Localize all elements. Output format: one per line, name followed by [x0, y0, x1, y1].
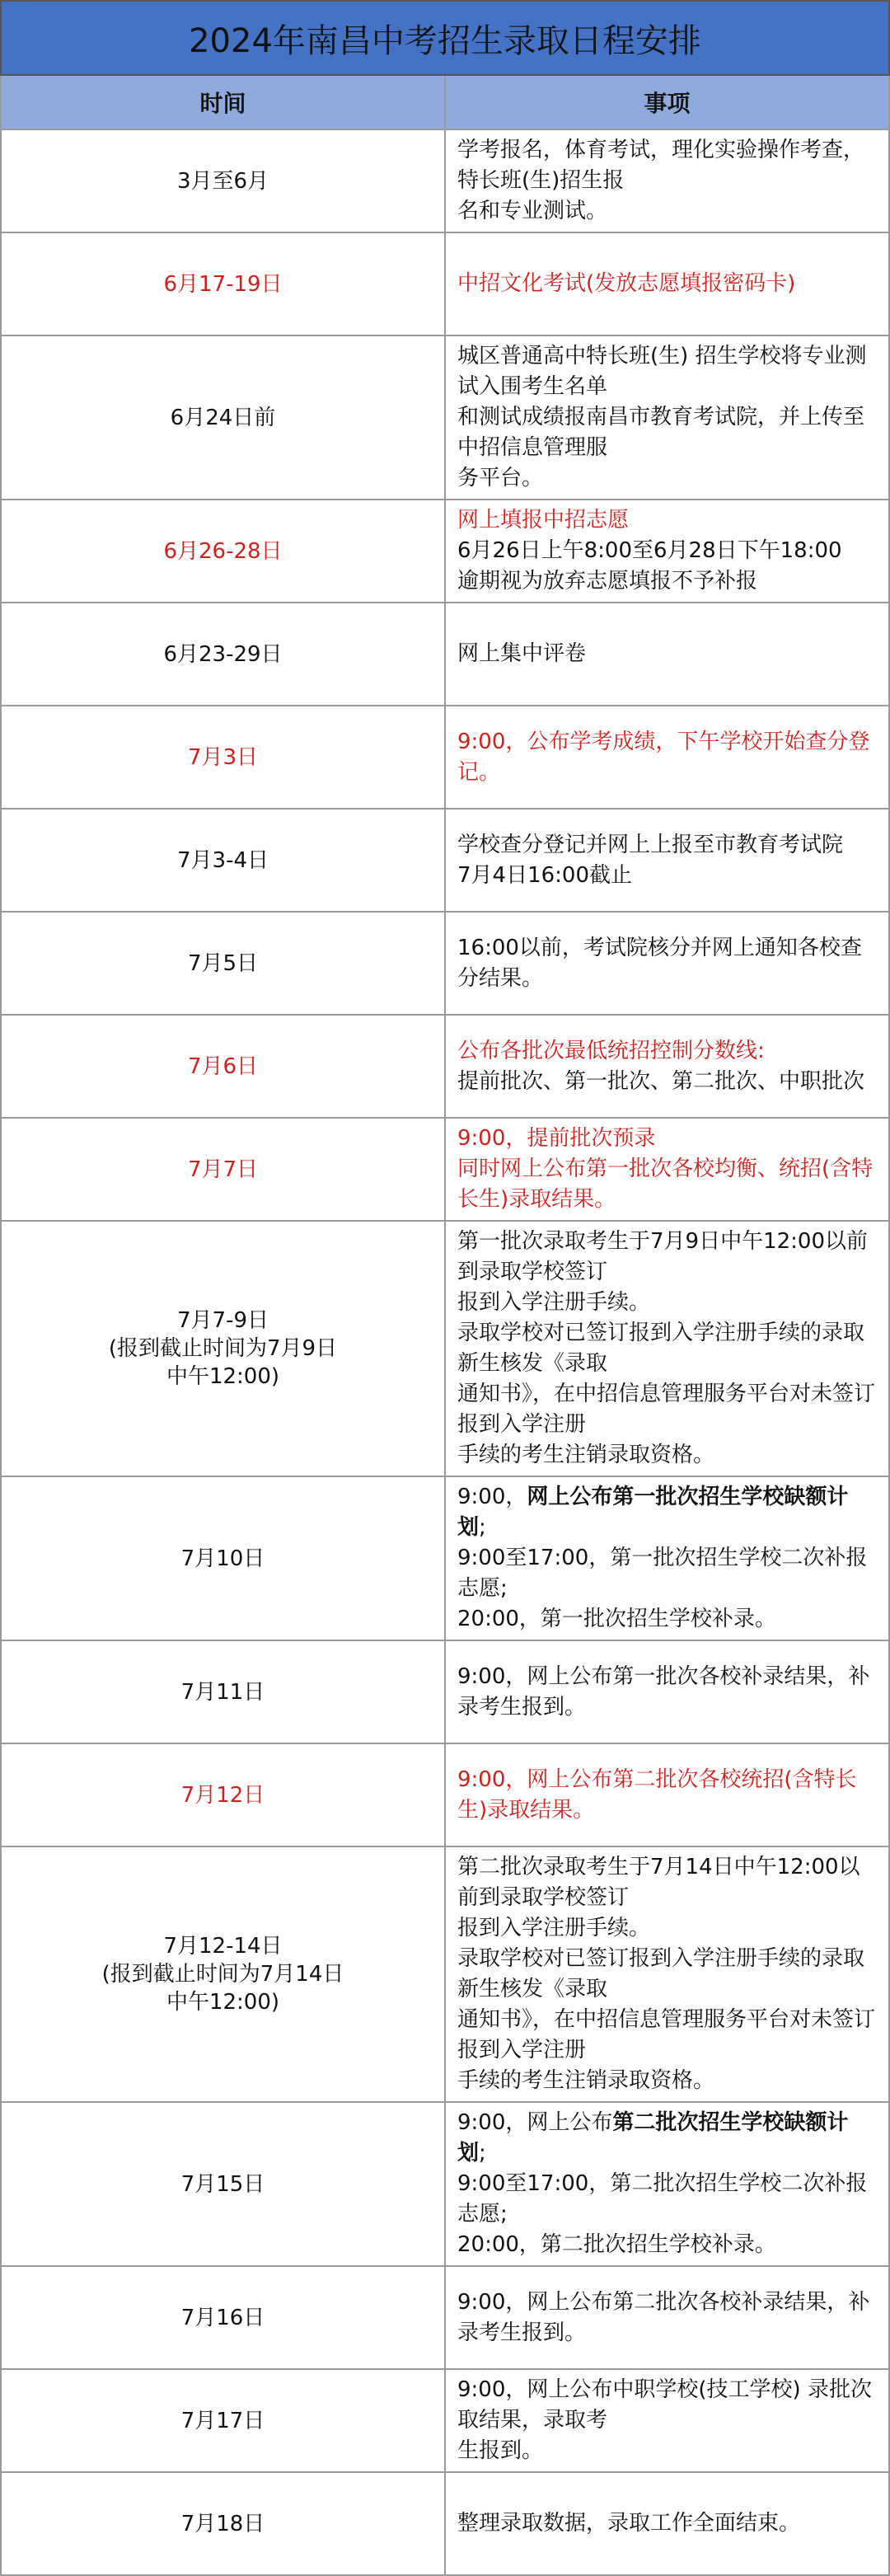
row-item [445, 809, 889, 912]
time-line: (报到截止时间为7月9日 [108, 1336, 338, 1361]
table-row [1, 1476, 889, 1640]
time-line: (报到截止时间为7月14日 [101, 1962, 344, 1987]
row-time: 7月6日 [1, 1015, 445, 1118]
item-text: 9:00，网上公布 [457, 2110, 613, 2135]
row-time [1, 1846, 445, 2102]
row-time: 7月12日 [1, 1743, 445, 1846]
time-line: 7月7-9日 [176, 1308, 269, 1333]
page-title: 2024年南昌中考招生录取日程安排 [1, 1, 889, 75]
item-line: 整理录取数据，录取工作全面结束。 [457, 2511, 801, 2536]
row-time: 7月3-4日 [1, 809, 445, 912]
item-line: 9:00，公布学考成绩，下午学校开始查分登记。 [457, 729, 870, 785]
row-time: 7月10日 [1, 1476, 445, 1640]
item-line: 20:00，第一批次招生学校补录。 [457, 1607, 776, 1631]
item-line: 通知书》，在中招信息管理服务平台对未签订报到入学注册 [457, 2007, 876, 2062]
row-time: 7月15日 [1, 2102, 445, 2266]
item-line: 16:00以前，考试院核分并网上通知各校查分结果。 [457, 935, 862, 991]
item-text: ; [479, 1515, 486, 1540]
time-line: 中午12:00) [166, 1364, 280, 1389]
row-item [445, 2472, 889, 2575]
row-time: 7月18日 [1, 2472, 445, 2575]
item-line: 9:00，提前批次预录 [457, 1126, 656, 1151]
row-item [445, 1221, 889, 1476]
row-time: 6月23-29日 [1, 603, 445, 706]
item-line: 逾期视为放弃志愿填报不予补报 [457, 569, 758, 594]
item-line: 9:00，网上公布第二批次各校统招(含特长生)录取结果。 [457, 1767, 857, 1823]
item-line [457, 1482, 877, 1543]
item-text: 9:00， [457, 1485, 527, 1509]
item-line: 9:00，网上公布中职学校(技工学校) 录批次取结果，录取考 [457, 2377, 872, 2433]
table-row [1, 603, 889, 706]
table-row [1, 129, 889, 232]
item-line: 和测试成绩报南昌市教育考试院，并上传至中招信息管理服 [457, 405, 865, 460]
item-line: 第一批次录取考生于7月9日中午12:00以前到录取学校签订 [457, 1229, 869, 1284]
table-row [1, 912, 889, 1015]
row-item [445, 129, 889, 232]
table-row [1, 809, 889, 912]
table-row [1, 706, 889, 809]
row-time: 7月17日 [1, 2369, 445, 2472]
item-line: 网上集中评卷 [457, 641, 587, 666]
item-line: 同时网上公布第一批次各校均衡、统招(含特长生)录取结果。 [457, 1157, 874, 1212]
table-row [1, 1846, 889, 2102]
item-line: 通知书》，在中招信息管理服务平台对未签订报到入学注册 [457, 1382, 876, 1437]
row-item [445, 1476, 889, 1640]
table-row [1, 500, 889, 603]
table-row [1, 232, 889, 335]
item-line: 网上填报中招志愿 [457, 508, 630, 533]
item-text: ; [479, 2141, 486, 2165]
row-item [445, 500, 889, 603]
row-time: 3月至6月 [1, 129, 445, 232]
row-time: 6月24日前 [1, 335, 445, 500]
row-time: 7月5日 [1, 912, 445, 1015]
item-line: 报到入学注册手续。 [457, 1290, 651, 1315]
table-row [1, 2369, 889, 2472]
item-line: 中招文化考试(发放志愿填报密码卡) [457, 271, 796, 296]
item-line: 学校查分登记并网上上报至市教育考试院 [457, 832, 844, 857]
row-time [1, 1221, 445, 1476]
row-item [445, 232, 889, 335]
row-time: 6月26-28日 [1, 500, 445, 603]
item-line [457, 2108, 877, 2169]
row-time: 7月3日 [1, 706, 445, 809]
item-line: 学考报名，体育考试，理化实验操作考查，特长班(生)招生报 [457, 138, 865, 193]
table-row [1, 2472, 889, 2575]
item-line: 手续的考生注销录取资格。 [457, 1443, 715, 1467]
time-line: 中午12:00) [166, 1990, 280, 2015]
item-line: 20:00，第二批次招生学校补录。 [457, 2232, 776, 2257]
row-item [445, 335, 889, 500]
item-bold-text: 网上公布第一批次招生学校缺额计划 [457, 1485, 849, 1540]
item-line: 9:00至17:00，第一批次招生学校二次补报志愿; [457, 1546, 868, 1601]
table-row [1, 2266, 889, 2369]
item-line: 提前批次、第一批次、第二批次、中职批次 [457, 1068, 865, 1094]
time-line: 7月12-14日 [163, 1934, 283, 1959]
item-bold-text: 第二批次招生学校缺额计划 [457, 2110, 849, 2165]
row-time: 7月7日 [1, 1118, 445, 1221]
table-row [1, 1221, 889, 1476]
row-item [445, 1846, 889, 2102]
item-line: 9:00至17:00，第二批次招生学校二次补报志愿; [457, 2171, 868, 2226]
item-line: 第二批次录取考生于7月14日中午12:00以前到录取学校签订 [457, 1855, 860, 1910]
item-line: 录取学校对已签订报到入学注册手续的录取新生核发《录取 [457, 1946, 865, 2001]
row-item [445, 1015, 889, 1118]
table-row [1, 1118, 889, 1221]
column-header-time: 时间 [1, 75, 445, 129]
table-row [1, 2102, 889, 2266]
row-item [445, 603, 889, 706]
table-row [1, 1743, 889, 1846]
row-item [445, 2266, 889, 2369]
item-line: 6月26日上午8:00至6月28日下午18:00 [457, 538, 842, 563]
item-line: 报到入学注册手续。 [457, 1916, 651, 1940]
row-item [445, 1118, 889, 1221]
table-row [1, 1640, 889, 1743]
item-line: 9:00，网上公布第二批次各校补录结果，补录考生报到。 [457, 2289, 870, 2345]
item-line: 生报到。 [457, 2438, 544, 2463]
item-line: 手续的考生注销录取资格。 [457, 2068, 715, 2093]
column-header-item: 事项 [445, 75, 889, 129]
row-item [445, 2102, 889, 2266]
row-time: 6月17-19日 [1, 232, 445, 335]
row-item [445, 912, 889, 1015]
table-row [1, 335, 889, 500]
item-line: 公布各批次最低统招控制分数线: [457, 1038, 765, 1063]
item-line: 7月4日16:00截止 [457, 862, 633, 888]
item-line: 务平台。 [457, 466, 544, 490]
row-item [445, 2369, 889, 2472]
item-line: 名和专业测试。 [457, 199, 608, 223]
row-item [445, 1743, 889, 1846]
item-line: 城区普通高中特长班(生) 招生学校将专业测试入围考生名单 [457, 344, 867, 399]
item-line: 9:00，网上公布第一批次各校补录结果，补录考生报到。 [457, 1663, 870, 1720]
row-time: 7月11日 [1, 1640, 445, 1743]
row-item [445, 1640, 889, 1743]
item-line: 录取学校对已签订报到入学注册手续的录取新生核发《录取 [457, 1321, 865, 1376]
row-item [445, 706, 889, 809]
table-row [1, 1015, 889, 1118]
row-time: 7月16日 [1, 2266, 445, 2369]
